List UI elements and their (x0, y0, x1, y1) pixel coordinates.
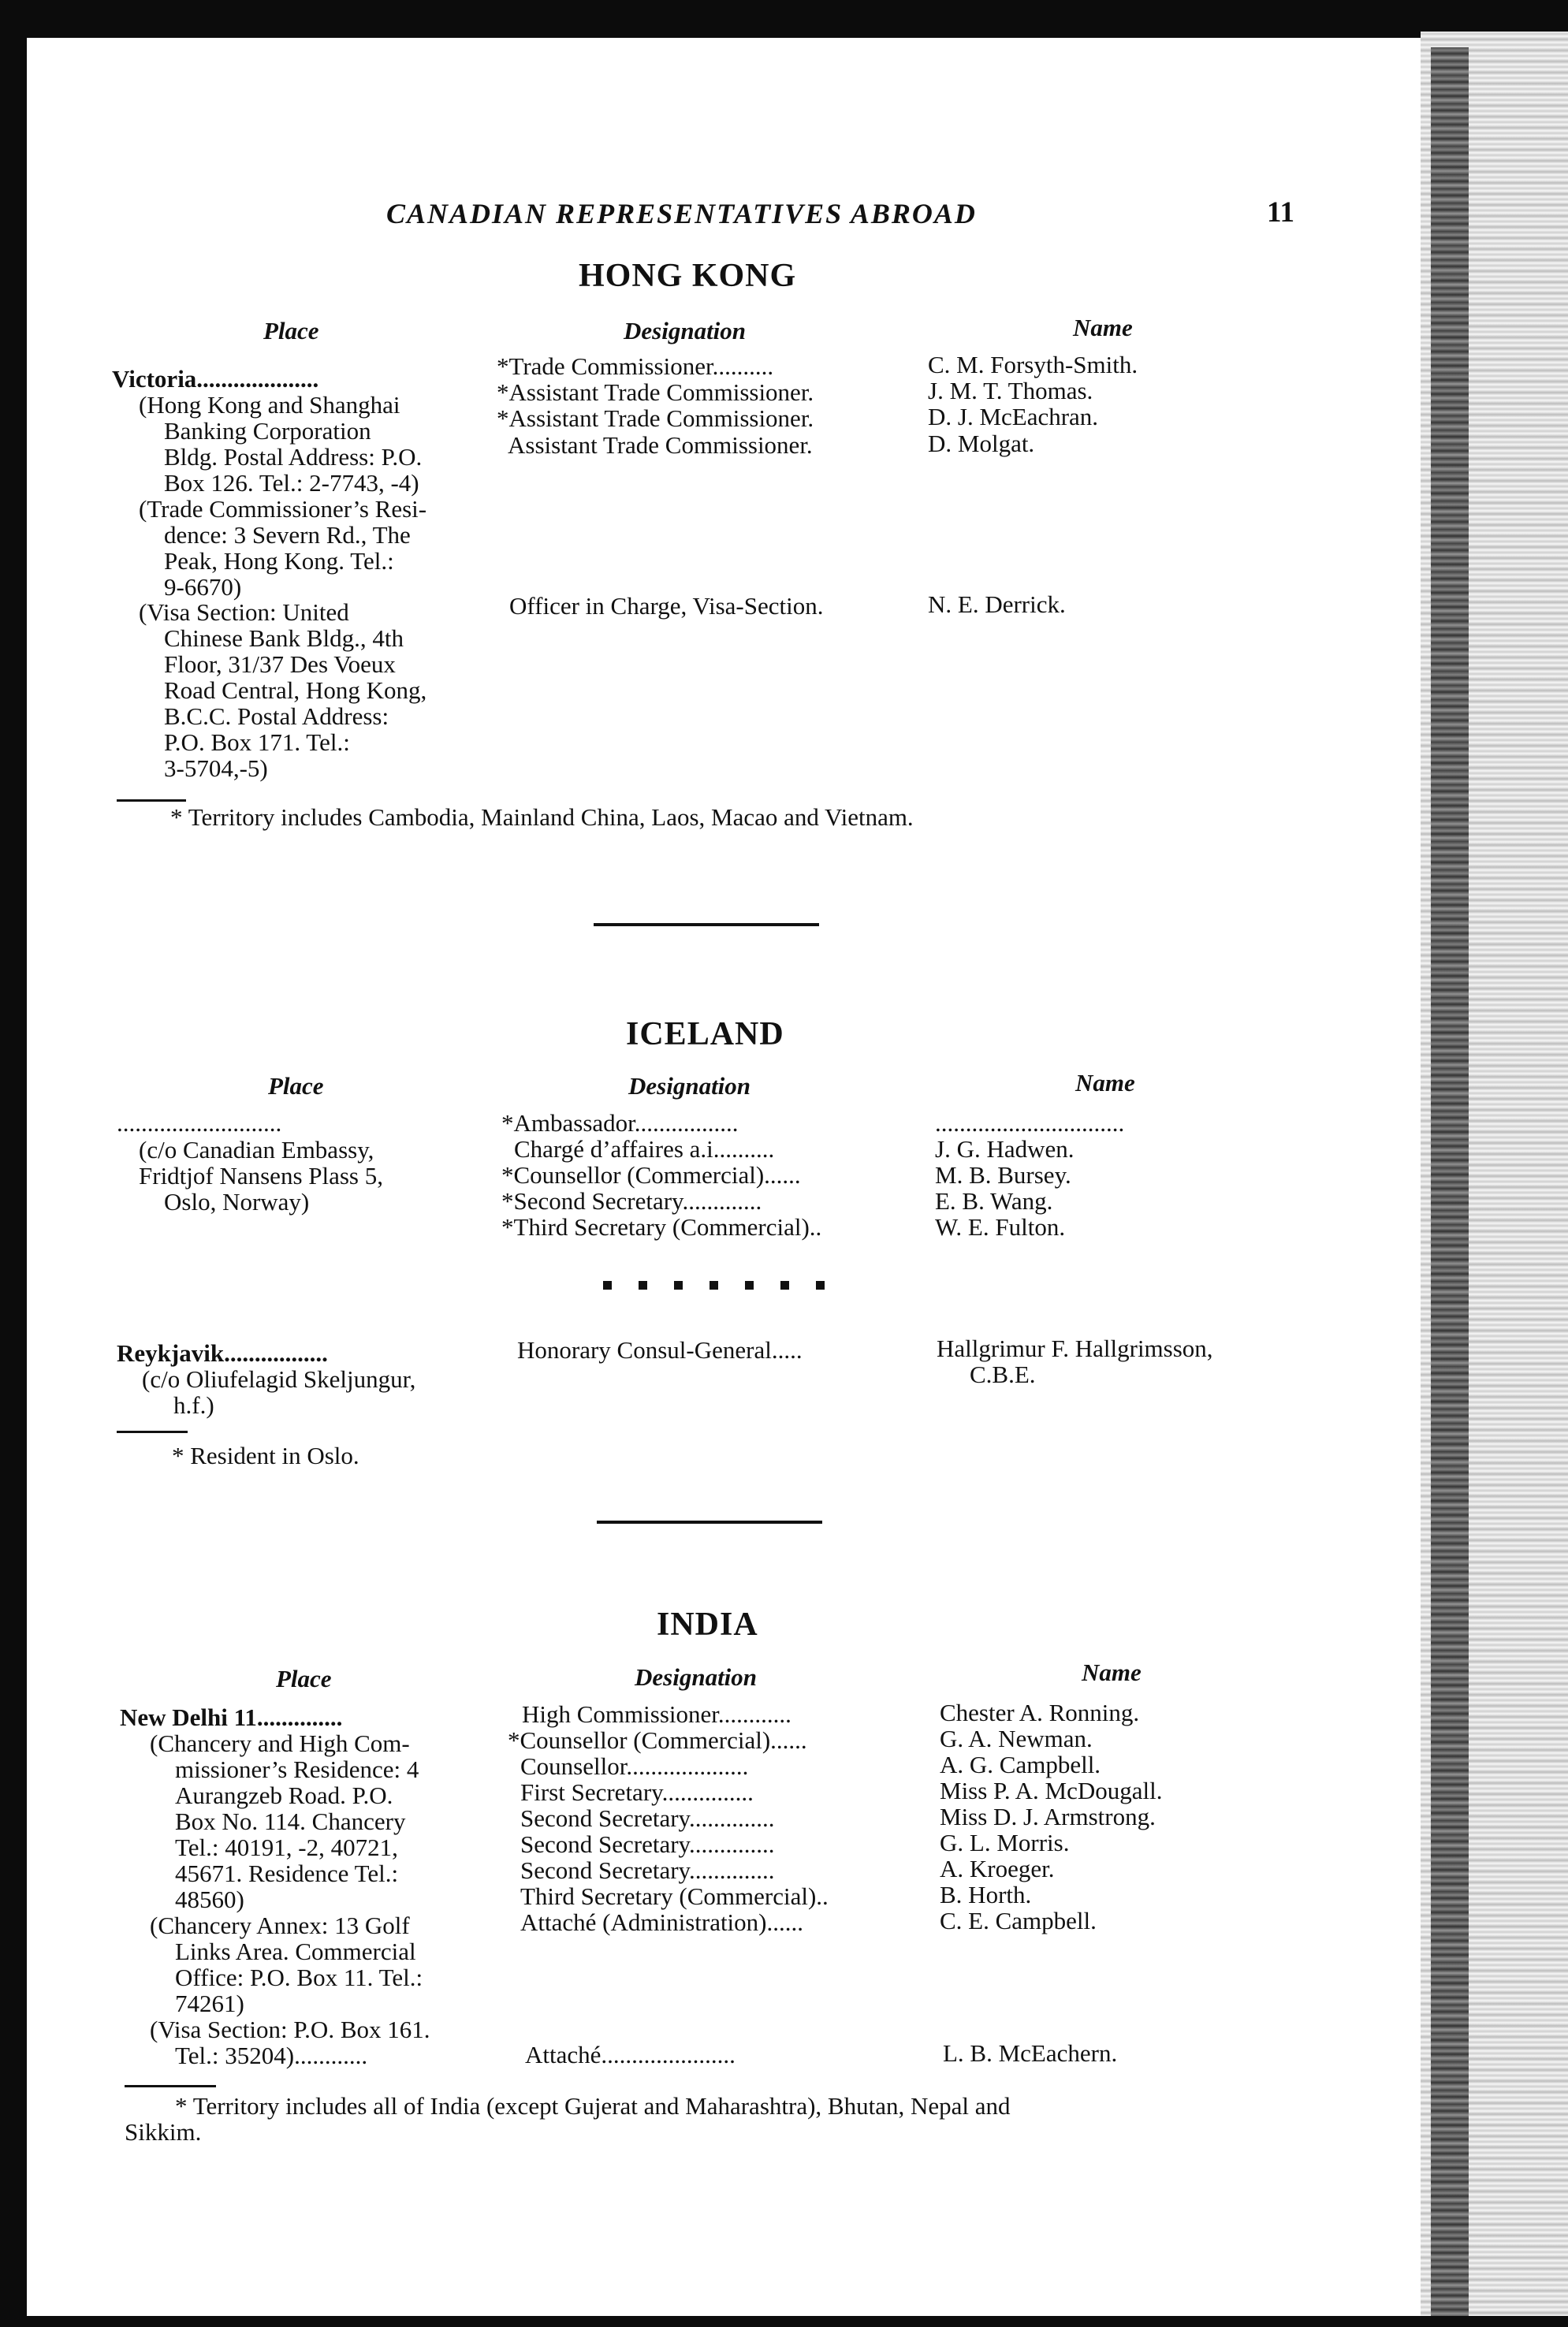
designation-line: *Assistant Trade Commissioner. (497, 404, 814, 432)
name-line: Hallgrimur F. Hallgrimsson, (937, 1335, 1213, 1362)
name-line: A. G. Campbell. (940, 1751, 1101, 1778)
scan-left-border (0, 0, 27, 2327)
place-line: (c/o Canadian Embassy, (139, 1136, 374, 1164)
name-line: ............................... (935, 1109, 1125, 1137)
place-line: New Delhi 11.............. (120, 1703, 343, 1731)
column-header-place: Place (276, 1665, 332, 1692)
name-line: E. B. Wang. (935, 1187, 1053, 1215)
name-line: W. E. Fulton. (935, 1213, 1066, 1241)
name-line: Chester A. Ronning. (940, 1699, 1140, 1726)
place-line: 48560) (175, 1886, 244, 1913)
footnote-india-line-1: * Territory includes all of India (except Gujerat and Maharashtra), Bhutan, Nepal and (175, 2092, 1011, 2120)
place-line: Aurangzeb Road. P.O. (175, 1782, 393, 1809)
place-line: (Visa Section: United (139, 598, 349, 626)
column-header-designation: Designation (628, 1072, 751, 1100)
place-line: Victoria.................... (112, 365, 319, 393)
section-break-dots (603, 1281, 825, 1290)
footnote-rule (125, 2085, 216, 2087)
designation-line: Assistant Trade Commissioner. (508, 431, 813, 459)
designation-line: *Ambassador................. (501, 1109, 739, 1137)
scan-bottom-border (0, 2316, 1568, 2327)
place-line: Oslo, Norway) (164, 1188, 310, 1216)
place-line: Tel.: 35204)............ (175, 2042, 368, 2069)
place-line: (Trade Commissioner’s Resi- (139, 495, 427, 523)
designation-line: Attaché (Administration)...... (520, 1908, 803, 1936)
designation-line: Third Secretary (Commercial).. (520, 1882, 829, 1910)
place-line: h.f.) (173, 1391, 214, 1419)
section-title-iceland: ICELAND (626, 1016, 784, 1052)
designation-line: Chargé d’affaires a.i.......... (514, 1135, 775, 1163)
designation-line: Second Secretary.............. (520, 1804, 775, 1832)
column-header-designation: Designation (624, 317, 747, 344)
place-line: Road Central, Hong Kong, (164, 676, 427, 704)
name-line: J. G. Hadwen. (935, 1135, 1075, 1163)
place-line: 9-6670) (164, 573, 242, 601)
place-line: 45671. Residence Tel.: (175, 1860, 399, 1887)
place-line: (Visa Section: P.O. Box 161. (150, 2016, 430, 2043)
place-line: Bldg. Postal Address: P.O. (164, 443, 423, 471)
section-title-hong-kong: HONG KONG (579, 258, 797, 294)
name-line: M. B. Bursey. (935, 1161, 1071, 1189)
column-header-place: Place (263, 317, 319, 344)
name-line: C. E. Campbell. (940, 1907, 1097, 1934)
name-line: G. L. Morris. (940, 1829, 1070, 1856)
designation-line: Honorary Consul-General..... (517, 1336, 803, 1364)
designation-line: First Secretary............... (520, 1778, 754, 1806)
scan-right-edge-shadow (1431, 47, 1469, 2318)
scan-top-border (0, 0, 1568, 38)
place-line: Chinese Bank Bldg., 4th (164, 624, 404, 652)
section-divider (597, 1521, 822, 1524)
place-line: Reykjavik................. (117, 1339, 328, 1367)
designation-line: *Third Secretary (Commercial).. (501, 1213, 822, 1241)
place-line: (Hong Kong and Shanghai (139, 391, 400, 419)
name-line: A. Kroeger. (940, 1855, 1055, 1882)
page-number: 11 (1267, 196, 1294, 229)
place-line: Office: P.O. Box 11. Tel.: (175, 1964, 423, 1991)
designation-line: Second Secretary.............. (520, 1856, 775, 1884)
section-title-india: INDIA (657, 1607, 758, 1643)
place-line: missioner’s Residence: 4 (175, 1755, 419, 1783)
designation-line: Attaché...................... (525, 2041, 736, 2068)
footnote-india-line-2: Sikkim. (125, 2118, 202, 2146)
designation-line: Counsellor.................... (520, 1752, 749, 1780)
designation-line: *Trade Commissioner.......... (497, 352, 774, 380)
designation-line: *Second Secretary............. (501, 1187, 762, 1215)
column-header-name: Name (1073, 314, 1133, 341)
place-line: ........................... (117, 1109, 282, 1137)
place-line: dence: 3 Severn Rd., The (164, 521, 411, 549)
name-line: G. A. Newman. (940, 1725, 1093, 1752)
place-line: Box No. 114. Chancery (175, 1808, 406, 1835)
column-header-place: Place (268, 1072, 324, 1100)
name-line: D. J. McEachran. (928, 403, 1099, 430)
designation-line: High Commissioner............ (522, 1700, 791, 1728)
designation-line: *Counsellor (Commercial)...... (501, 1161, 801, 1189)
place-line: 74261) (175, 1990, 244, 2017)
name-line: N. E. Derrick. (928, 590, 1066, 618)
place-line: Peak, Hong Kong. Tel.: (164, 547, 394, 575)
footnote-rule (117, 1431, 188, 1433)
place-line: 3-5704,-5) (164, 754, 268, 782)
name-line: Miss D. J. Armstrong. (940, 1803, 1156, 1830)
column-header-designation: Designation (635, 1663, 758, 1691)
running-head: CANADIAN REPRESENTATIVES ABROAD (386, 198, 977, 229)
footnote-iceland: * Resident in Oslo. (172, 1442, 359, 1469)
footnote-hong-kong: * Territory includes Cambodia, Mainland China, Laos, Macao and Vietnam. (170, 803, 914, 831)
place-line: B.C.C. Postal Address: (164, 702, 389, 730)
place-line: Box 126. Tel.: 2-7743, -4) (164, 469, 419, 497)
place-line: P.O. Box 171. Tel.: (164, 728, 350, 756)
column-header-name: Name (1082, 1659, 1142, 1686)
name-line: B. Horth. (940, 1881, 1032, 1908)
place-line: (c/o Oliufelagid Skeljungur, (142, 1365, 416, 1393)
designation-line: Officer in Charge, Visa-Section. (509, 592, 824, 620)
column-header-name: Name (1075, 1069, 1135, 1096)
footnote-rule (117, 799, 186, 802)
section-divider (594, 923, 819, 926)
name-line: Miss P. A. McDougall. (940, 1777, 1163, 1804)
designation-line: *Counsellor (Commercial)...... (508, 1726, 807, 1754)
designation-line: Second Secretary.............. (520, 1830, 775, 1858)
name-line: J. M. T. Thomas. (928, 377, 1093, 404)
name-line: C.B.E. (970, 1361, 1036, 1388)
name-line: D. Molgat. (928, 430, 1035, 457)
name-line: L. B. McEachern. (943, 2039, 1118, 2067)
place-line: Links Area. Commercial (175, 1938, 416, 1965)
place-line: Floor, 31/37 Des Voeux (164, 650, 396, 678)
place-line: Tel.: 40191, -2, 40721, (175, 1834, 398, 1861)
name-line: C. M. Forsyth-Smith. (928, 351, 1138, 378)
place-line: Fridtjof Nansens Plass 5, (139, 1162, 383, 1190)
designation-line: *Assistant Trade Commissioner. (497, 378, 814, 406)
place-line: (Chancery and High Com- (150, 1729, 410, 1757)
place-line: (Chancery Annex: 13 Golf (150, 1912, 410, 1939)
place-line: Banking Corporation (164, 417, 371, 445)
